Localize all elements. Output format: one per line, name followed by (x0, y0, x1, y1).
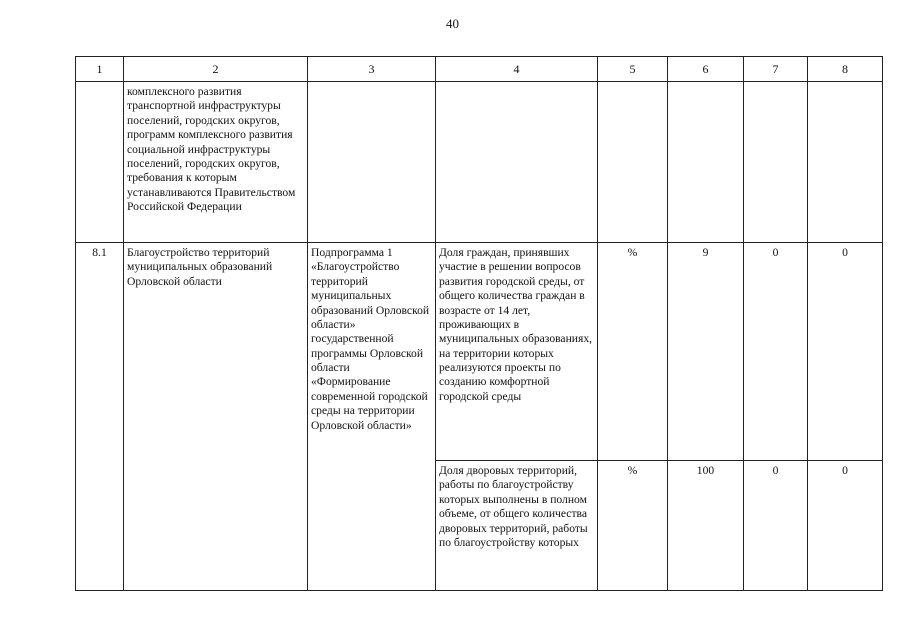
continuation-col-1 (76, 82, 124, 243)
continuation-col-4 (436, 82, 598, 243)
indicators-table (75, 56, 883, 591)
header-row (76, 57, 883, 82)
continuation-col-2: комплексного развития транспортной инфраструктуры поселений, городских округов, программ комплексного развития социальной инфраструктуры поселений, городских округов, требования к которым устанавливаются Правительством Российской Федерации (124, 82, 308, 243)
header-col-2: 2 (124, 57, 308, 82)
indicator-1-col6: 9 (668, 243, 744, 461)
header-col-3: 3 (308, 57, 436, 82)
indicator-1-unit: % (598, 243, 668, 461)
indicator-2-col8: 0 (808, 461, 883, 591)
page-number: 40 (446, 16, 459, 31)
indicator-2-col7: 0 (744, 461, 808, 591)
row-number: 8.1 (76, 243, 124, 591)
header-col-8: 8 (808, 57, 883, 82)
continuation-row (76, 82, 883, 243)
continuation-col-3 (308, 82, 436, 243)
continuation-col-6 (668, 82, 744, 243)
row-program: Подпрограмма 1 «Благоустройство территорий муниципальных образований Орловской области» государственной программы Орловской области «Формирование современной городской среды на территории Орловской области» (308, 243, 436, 591)
continuation-col-7 (744, 82, 808, 243)
indicator-1-text: Доля граждан, принявших участие в решении вопросов развития городской среды, от общего количества граждан в возрасте от 14 лет, проживающих в муниципальных образованиях, на территории которых реализуются проекты по созданию комфортной городской среды (436, 243, 598, 461)
indicator-1-col8: 0 (808, 243, 883, 461)
continuation-col-5 (598, 82, 668, 243)
table-row (76, 243, 883, 461)
continuation-col-8 (808, 82, 883, 243)
header-col-6: 6 (668, 57, 744, 82)
indicator-2-text: Доля дворовых территорий, работы по благоустройству которых выполнены в полном объеме, от общего количества дворовых территорий, работы по благоустройству которых (436, 461, 598, 591)
row-name: Благоустройство территорий муниципальных образований Орловской области (124, 243, 308, 591)
indicator-2-unit: % (598, 461, 668, 591)
header-col-4: 4 (436, 57, 598, 82)
header-col-5: 5 (598, 57, 668, 82)
indicator-1-col7: 0 (744, 243, 808, 461)
header-col-1: 1 (76, 57, 124, 82)
header-col-7: 7 (744, 57, 808, 82)
indicator-2-col6: 100 (668, 461, 744, 591)
